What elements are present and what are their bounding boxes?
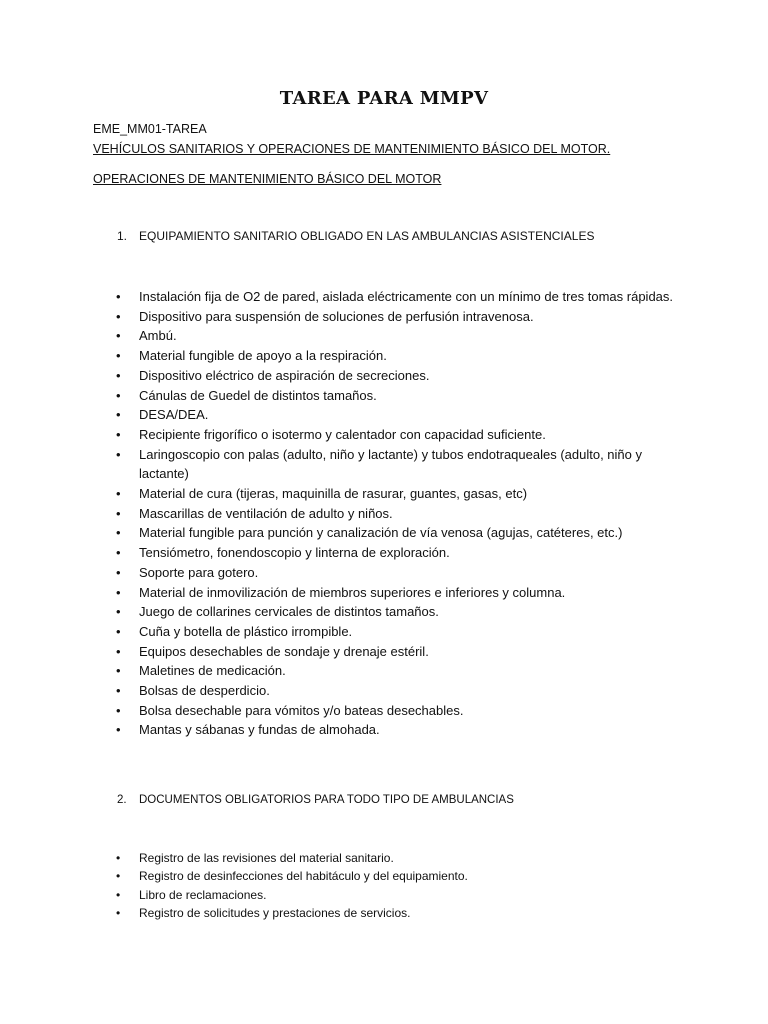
list-item [116, 405, 686, 425]
bullet-icon: • [116, 289, 121, 304]
section-2-heading-text: DOCUMENTOS OBLIGATORIOS PARA TODO TIPO DE AMBULANCIAS [139, 794, 514, 806]
list-item [116, 307, 686, 327]
list-item [116, 904, 686, 922]
bullet-icon: • [116, 584, 121, 600]
bullet-icon: • [116, 426, 121, 442]
list-item [116, 701, 686, 721]
list-item [116, 504, 686, 524]
section-1-number: 1. [117, 229, 128, 243]
list-item [116, 287, 686, 307]
document-code: EME_MM01-TAREA [93, 122, 207, 136]
list-item-text: Material de inmovilización de miembros superiores e inferiores y columna. [139, 584, 566, 600]
list-item-text: DESA/DEA. [139, 407, 209, 423]
bullet-icon: • [116, 308, 121, 324]
list-item-text: Maletines de medicación. [139, 663, 286, 679]
list-item [116, 642, 686, 662]
list-item-text: Tensiómetro, fonendoscopio y linterna de exploración. [139, 545, 450, 561]
bullet-icon: • [116, 446, 121, 462]
list-item-text: Mascarillas de ventilación de adulto y niños. [139, 505, 393, 521]
bullet-icon: • [116, 564, 121, 580]
documents-list [116, 849, 686, 922]
list-item-text: Instalación fija de O2 de pared, aislada eléctricamente con un mínimo de tres tomas rápidas. [139, 289, 674, 304]
bullet-icon: • [116, 348, 121, 364]
list-item-text: Dispositivo eléctrico de aspiración de secreciones. [139, 367, 430, 383]
list-item-text: Libro de reclamaciones. [139, 887, 267, 902]
bullet-icon: • [116, 869, 121, 884]
bullet-icon: • [116, 851, 121, 865]
list-item-text: Juego de collarines cervicales de distintos tamaños. [139, 604, 439, 620]
list-item-text: Ambú. [139, 328, 177, 344]
equipment-list [116, 287, 686, 740]
bullet-icon: • [116, 545, 121, 561]
list-item [116, 445, 686, 484]
list-item [116, 867, 686, 885]
list-item-text: Material fungible de apoyo a la respiración. [139, 348, 387, 364]
list-item [116, 326, 686, 346]
bullet-icon: • [116, 623, 121, 639]
bullet-icon: • [116, 387, 121, 403]
list-item [116, 622, 686, 642]
list-item [116, 661, 686, 681]
bullet-icon: • [116, 702, 121, 718]
document-title: TAREA PARA MMPV [279, 88, 489, 109]
list-item [116, 425, 686, 445]
section-2-number: 2. [117, 794, 127, 806]
list-item [116, 523, 686, 543]
list-item [116, 346, 686, 366]
list-item-text: Material fungible para punción y canalización de vía venosa (agujas, catéteres, etc.) [139, 525, 623, 541]
list-item [116, 720, 686, 740]
list-item [116, 681, 686, 701]
section-1-heading [117, 229, 594, 243]
bullet-icon: • [116, 407, 121, 423]
bullet-icon: • [116, 722, 121, 738]
list-item-text: Recipiente frigorífico o isotermo y calentador con capacidad suficiente. [139, 426, 546, 442]
section-2-heading [117, 794, 514, 806]
list-item-text: Registro de las revisiones del material sanitario. [139, 851, 394, 865]
list-item-text: Soporte para gotero. [139, 564, 259, 580]
bullet-icon: • [116, 887, 121, 902]
bullet-icon: • [116, 643, 121, 659]
list-item [116, 386, 686, 406]
list-item [116, 563, 686, 583]
document-subtitle: VEHÍCULOS SANITARIOS Y OPERACIONES DE MANTENIMIENTO BÁSICO DEL MOTOR. [93, 142, 611, 156]
list-item [116, 484, 686, 504]
bullet-icon: • [116, 367, 121, 383]
list-item [116, 602, 686, 622]
list-item-text: Registro de solicitudes y prestaciones de servicios. [139, 905, 411, 920]
section-1-heading-text: EQUIPAMIENTO SANITARIO OBLIGADO EN LAS AMBULANCIAS ASISTENCIALES [139, 229, 595, 243]
list-item [116, 849, 686, 867]
bullet-icon: • [116, 683, 121, 699]
bullet-icon: • [116, 505, 121, 521]
bullet-icon: • [116, 525, 121, 541]
list-item-text: Dispositivo para suspensión de soluciones de perfusión intravenosa. [139, 308, 534, 324]
bullet-icon: • [116, 905, 121, 920]
list-item [116, 583, 686, 603]
list-item-text: Bolsas de desperdicio. [139, 683, 270, 699]
bullet-icon: • [116, 486, 121, 502]
bullet-icon: • [116, 604, 121, 620]
list-item [116, 886, 686, 904]
bullet-icon: • [116, 663, 121, 679]
list-item-text: Cánulas de Guedel de distintos tamaños. [139, 387, 377, 403]
list-item-text: Registro de desinfecciones del habitáculo y del equipamiento. [139, 869, 468, 884]
list-item [116, 543, 686, 563]
list-item-text: Equipos desechables de sondaje y drenaje estéril. [139, 643, 429, 659]
list-item-text: Bolsa desechable para vómitos y/o bateas desechables. [139, 702, 464, 718]
list-item-text: Mantas y sábanas y fundas de almohada. [139, 722, 380, 738]
list-item-text: Cuña y botella de plástico irrompible. [139, 623, 353, 639]
list-item [116, 366, 686, 386]
section-title: OPERACIONES DE MANTENIMIENTO BÁSICO DEL MOTOR [93, 172, 442, 186]
bullet-icon: • [116, 328, 121, 344]
list-item-text: Laringoscopio con palas (adulto, niño y lactante) y tubos endotraqueales (adulto, niño y lactante) [139, 446, 642, 482]
list-item-text: Material de cura (tijeras, maquinilla de rasurar, guantes, gasas, etc) [139, 486, 528, 502]
